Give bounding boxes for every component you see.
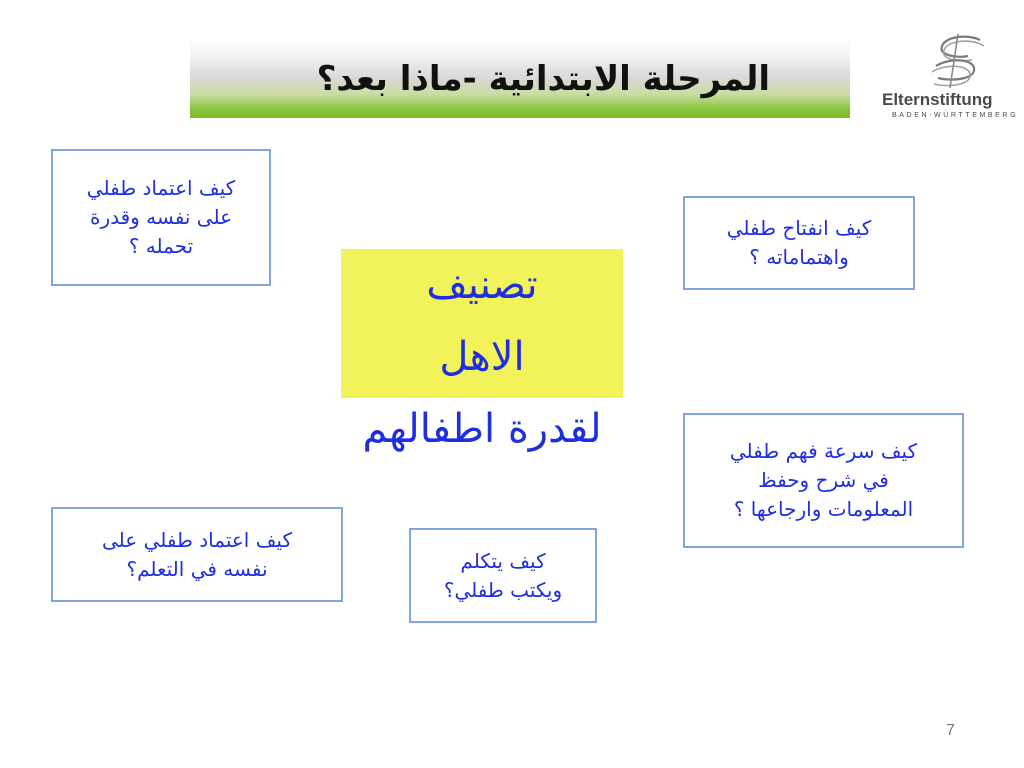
center-title-line-2: الاهل (439, 334, 525, 380)
question-text: كيف اعتماد طفلي على نفسه وقدرة تحمله ؟ (86, 176, 236, 258)
question-box-self-reliance (51, 149, 271, 286)
slide-title: المرحلة الابتدائية -ماذا بعد؟ (316, 59, 770, 99)
page-number: 7 (946, 722, 955, 739)
title-banner (190, 40, 850, 118)
question-text: كيف انفتاح طفلي واهتماماته ؟ (726, 216, 872, 269)
question-box-speaking-writing (409, 528, 597, 623)
logo-name: Elternstiftung (882, 90, 993, 109)
question-text: كيف يتكلم ويكتب طفلي؟ (443, 548, 563, 602)
question-text: كيف سرعة فهم طفلي في شرح وحفظ المعلومات وارجاعها ؟ (729, 439, 918, 521)
logo (880, 32, 1019, 132)
question-box-learning-independence (51, 507, 343, 602)
elternstiftung-logo-icon (928, 32, 988, 90)
center-title-line-1: تصنيف (426, 262, 538, 308)
question-box-openness (683, 196, 915, 290)
center-title-line-3: لقدرة اطفالهم (362, 406, 602, 452)
question-text: كيف اعتماد طفلي على نفسه في التعلم؟ (102, 527, 292, 581)
question-box-comprehension (683, 413, 964, 548)
logo-subtitle: BADEN-WÜRTTEMBERG (892, 112, 1019, 119)
